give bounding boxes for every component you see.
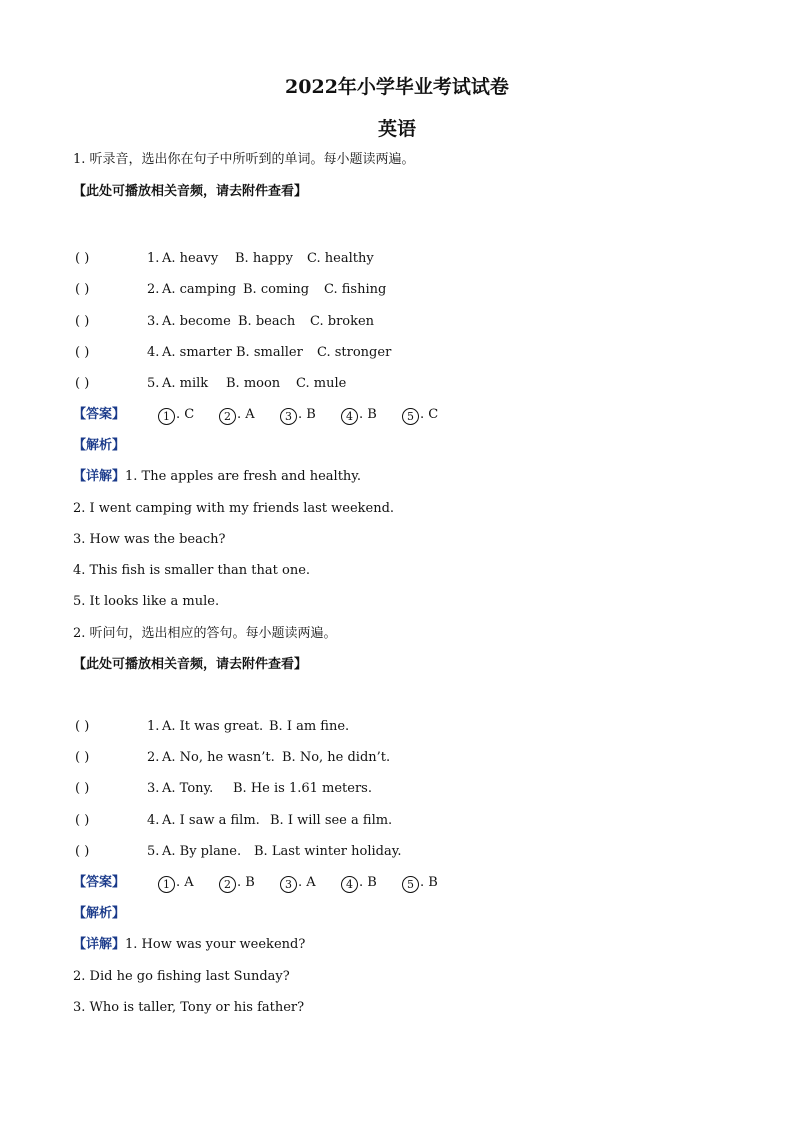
answer-label: 【答案】 — [73, 875, 126, 890]
option-b: B. Last winter holiday. — [254, 844, 402, 859]
answer-value: . B — [298, 407, 316, 422]
option-a: A. heavy — [162, 251, 219, 266]
option-c: C. healthy — [307, 251, 374, 266]
question-number: 5. — [147, 844, 160, 859]
circled-number: 5 — [402, 408, 419, 425]
option-c: C. mule — [296, 376, 347, 391]
answer-bracket[interactable]: ( ) — [75, 314, 90, 329]
answer-bracket[interactable]: ( ) — [75, 345, 90, 360]
option-c: C. broken — [310, 314, 375, 329]
answer-item — [280, 875, 316, 893]
question-number: 1. — [147, 719, 160, 734]
subject-title: 英语 — [377, 118, 416, 140]
option-a: A. Tony. — [162, 781, 214, 796]
option-a: A. become — [162, 314, 231, 329]
option-b: B. He is 1.61 meters. — [233, 781, 372, 796]
option-a: A. I saw a film. — [162, 813, 260, 828]
detail-label: 【详解】 — [73, 469, 126, 484]
answer-item — [219, 875, 255, 893]
answer-item — [280, 407, 316, 425]
section2-instruction: 2. 听问句，选出相应的答句。每小题读两遍。 — [73, 626, 337, 641]
option-b: B. moon — [226, 376, 281, 391]
analysis-label: 【解析】 — [73, 438, 126, 453]
answer-item — [219, 407, 255, 425]
answer-bracket[interactable]: ( ) — [75, 376, 90, 391]
circled-number: 4 — [341, 876, 358, 893]
answer-value: . A — [237, 407, 255, 422]
detail-line: 2. Did he go fishing last Sunday? — [73, 969, 290, 984]
answer-bracket[interactable]: ( ) — [75, 750, 90, 765]
circled-number: 1 — [158, 876, 175, 893]
circled-number: 4 — [341, 408, 358, 425]
detail-line: 3. Who is taller, Tony or his father? — [73, 1000, 305, 1015]
circled-number: 2 — [219, 876, 236, 893]
answer-bracket[interactable]: ( ) — [75, 813, 90, 828]
question-number: 2. — [147, 282, 160, 297]
option-b: B. I will see a film. — [270, 813, 393, 828]
option-b: B. coming — [243, 282, 310, 297]
question-number: 3. — [147, 314, 160, 329]
answer-value: . B — [359, 875, 377, 890]
analysis-label: 【解析】 — [73, 906, 126, 921]
question-number: 1. — [147, 251, 160, 266]
option-a: A. No, he wasn’t. — [162, 750, 275, 765]
answer-bracket[interactable]: ( ) — [75, 781, 90, 796]
answer-bracket[interactable]: ( ) — [75, 844, 90, 859]
option-c: C. stronger — [317, 345, 392, 360]
detail-text: 1. How was your weekend? — [125, 937, 306, 952]
answer-value: . A — [176, 875, 194, 890]
circled-number: 1 — [158, 408, 175, 425]
option-b: B. happy — [235, 251, 293, 266]
answer-value: . C — [176, 407, 195, 422]
circled-number: 5 — [402, 876, 419, 893]
option-a: A. smarter — [162, 345, 232, 360]
detail-line — [73, 469, 361, 485]
option-a: A. By plane. — [162, 844, 242, 859]
section2-audio-note: 【此处可播放相关音频，请去附件查看】 — [73, 657, 308, 672]
page-title: 2022年小学毕业考试试卷 — [285, 76, 509, 98]
section1-audio-note: 【此处可播放相关音频，请去附件查看】 — [73, 184, 308, 199]
answer-item — [158, 875, 194, 893]
detail-line — [73, 937, 305, 953]
question-number: 3. — [147, 781, 160, 796]
option-a: A. milk — [162, 376, 209, 391]
answer-value: . B — [359, 407, 377, 422]
answer-bracket[interactable]: ( ) — [75, 251, 90, 266]
section1-instruction: 1. 听录音，选出你在句子中所听到的单词。每小题读两遍。 — [73, 152, 415, 167]
option-b: B. smaller — [236, 345, 303, 360]
detail-line: 2. I went camping with my friends last weekend. — [73, 501, 395, 516]
answer-item — [402, 875, 438, 893]
answer-label: 【答案】 — [73, 407, 126, 422]
answer-item — [158, 407, 194, 425]
circled-number: 3 — [280, 408, 297, 425]
detail-text: 1. The apples are fresh and healthy. — [125, 469, 362, 484]
answer-value: . B — [237, 875, 255, 890]
circled-number: 3 — [280, 876, 297, 893]
circled-number: 2 — [219, 408, 236, 425]
question-number: 2. — [147, 750, 160, 765]
option-a: A. It was great. — [162, 719, 264, 734]
answer-item — [402, 407, 438, 425]
option-c: C. fishing — [324, 282, 387, 297]
option-a: A. camping — [162, 282, 237, 297]
question-number: 4. — [147, 345, 160, 360]
option-b: B. beach — [238, 314, 296, 329]
answer-value: . C — [420, 407, 439, 422]
answer-item — [341, 875, 377, 893]
detail-line: 5. It looks like a mule. — [73, 594, 220, 609]
detail-line: 3. How was the beach? — [73, 532, 226, 547]
detail-label: 【详解】 — [73, 937, 126, 952]
answer-item — [341, 407, 377, 425]
answer-value: . A — [298, 875, 316, 890]
question-number: 4. — [147, 813, 160, 828]
detail-line: 4. This fish is smaller than that one. — [73, 563, 311, 578]
option-b: B. No, he didn’t. — [282, 750, 391, 765]
question-number: 5. — [147, 376, 160, 391]
answer-bracket[interactable]: ( ) — [75, 719, 90, 734]
answer-value: . B — [420, 875, 438, 890]
option-b: B. I am fine. — [269, 719, 350, 734]
answer-bracket[interactable]: ( ) — [75, 282, 90, 297]
